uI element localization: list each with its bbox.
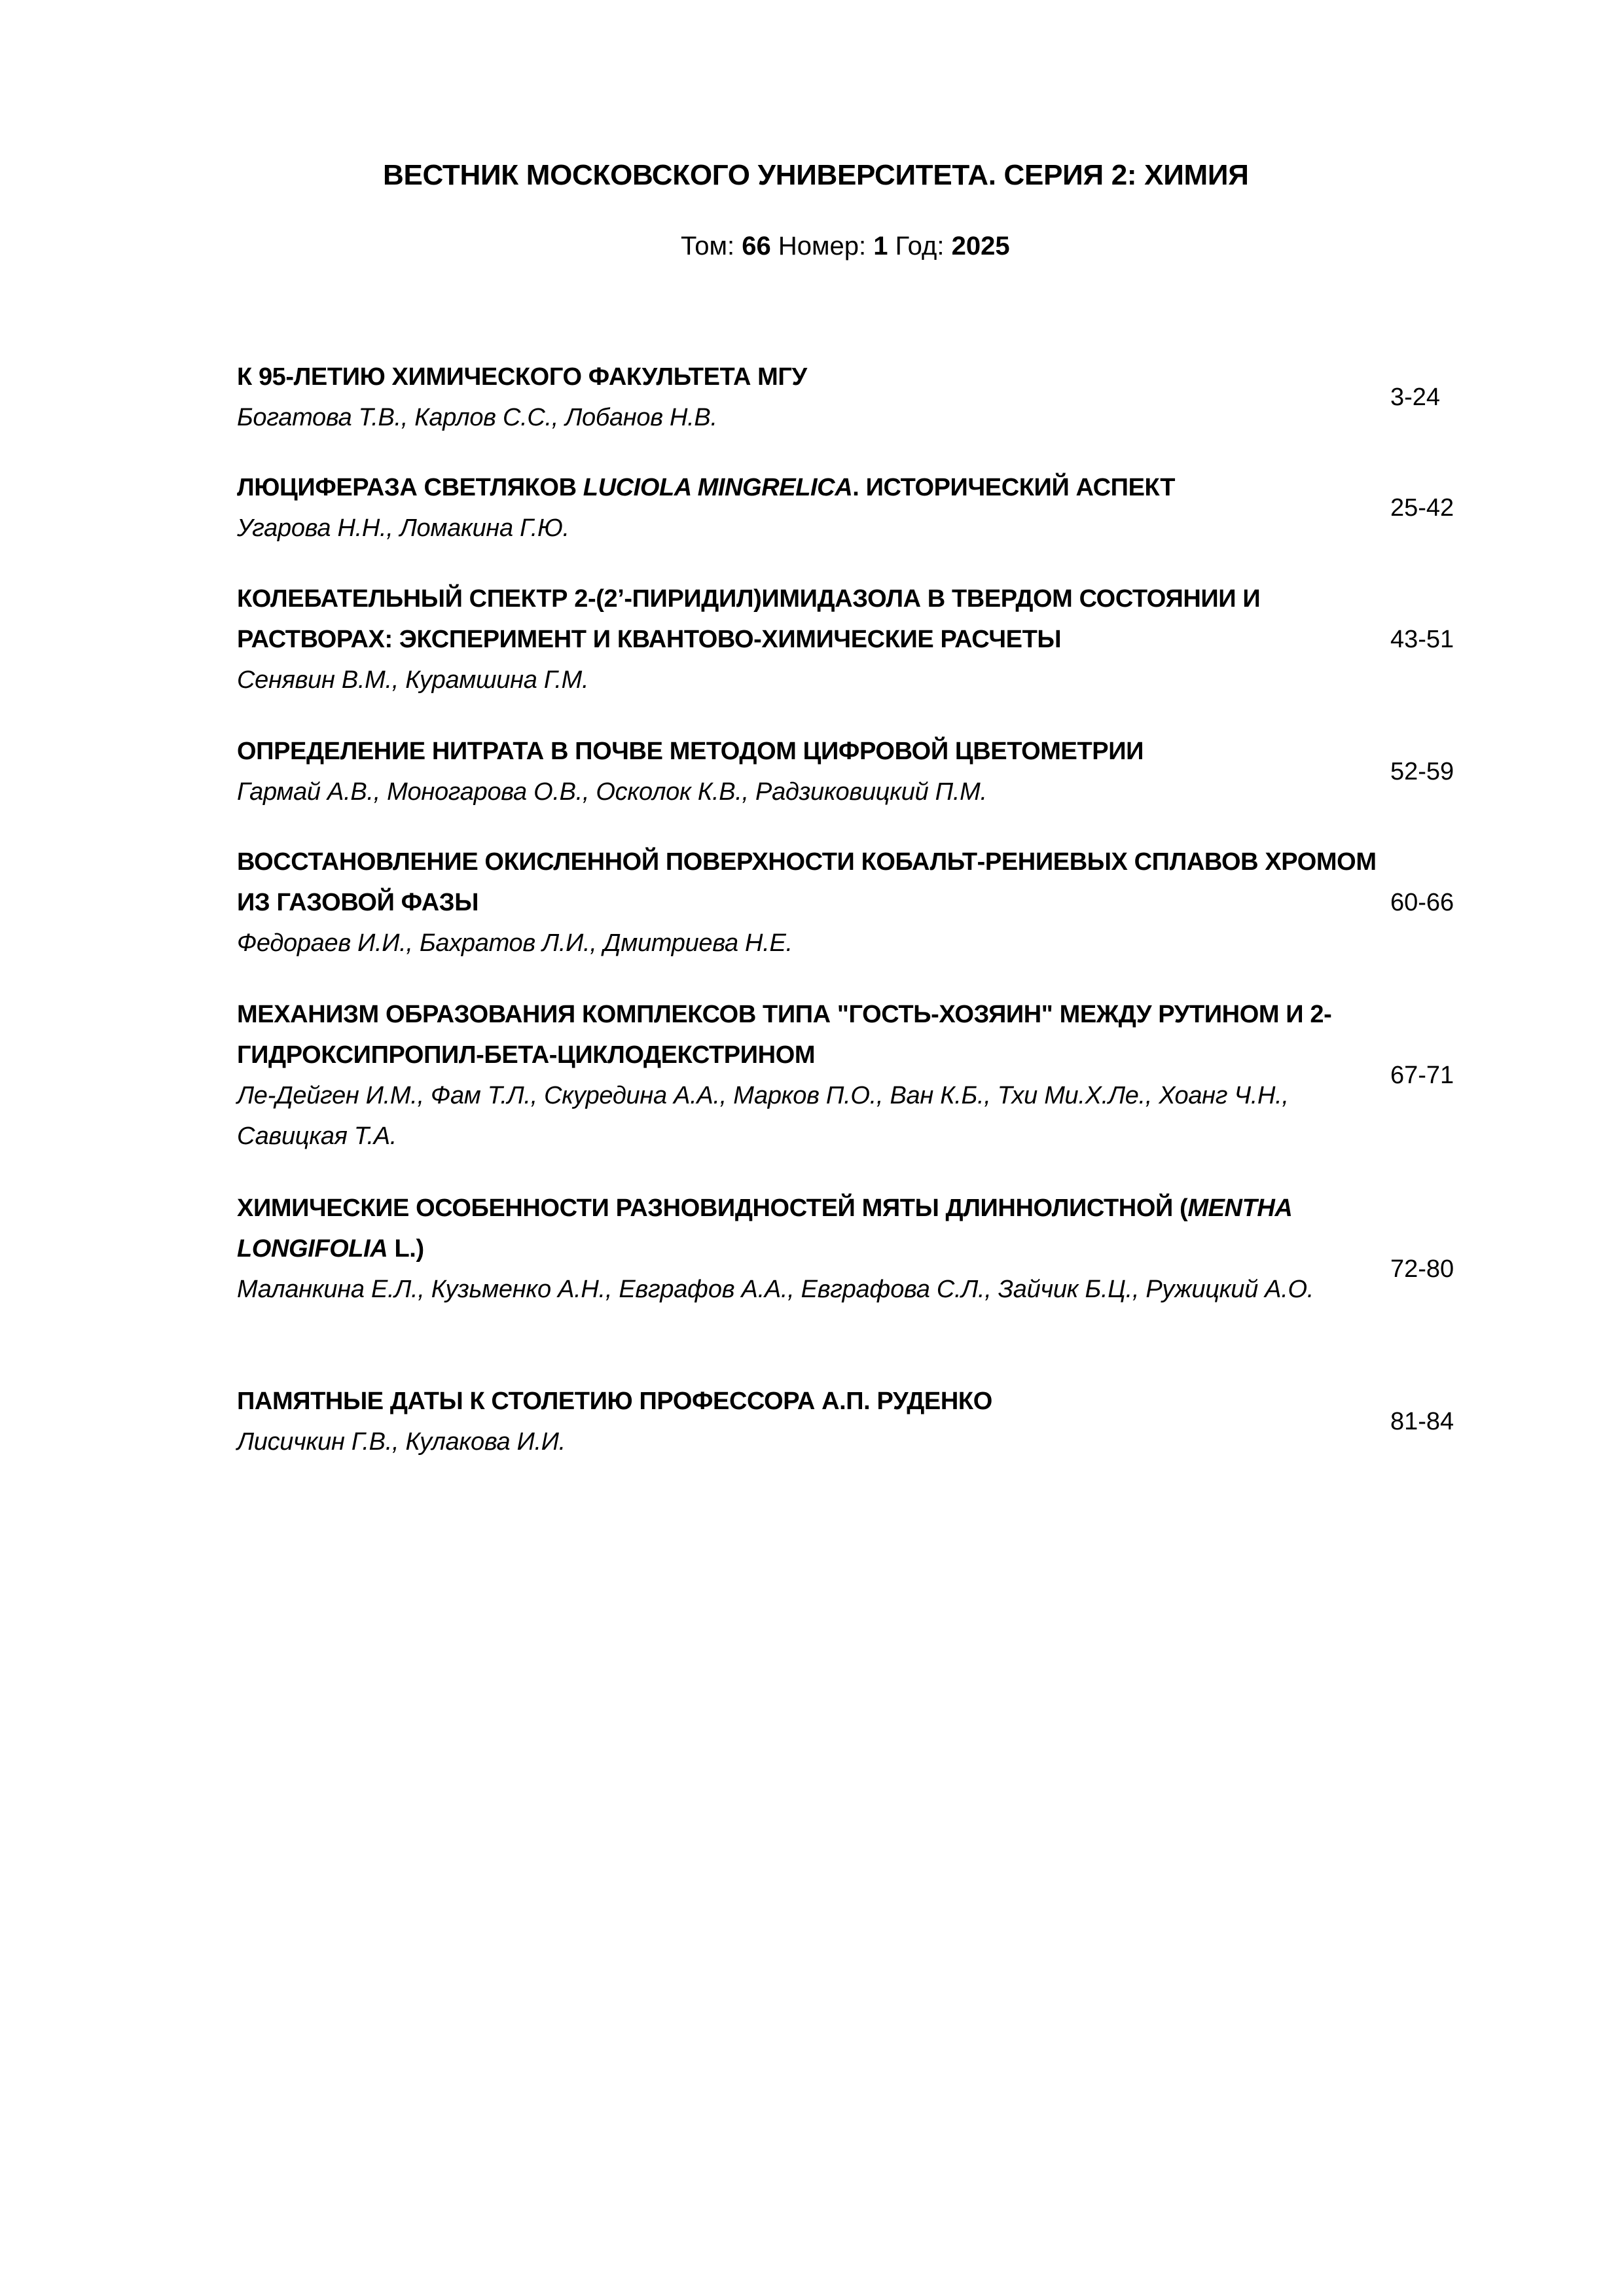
article-pages: 25-42	[1390, 494, 1454, 522]
article-pages: 3-24	[1390, 384, 1441, 411]
article-pages: 43-51	[1390, 626, 1454, 653]
entry-text	[237, 731, 1382, 812]
article-title[interactable]: ЛЮЦИФЕРАЗА СВЕТЛЯКОВ LUCIOLA MINGRELICA. ИСТОРИЧЕСКИЙ АСПЕКТ	[237, 474, 1176, 501]
article-pages: 52-59	[1390, 758, 1454, 785]
article-pages: 72-80	[1390, 1255, 1454, 1283]
species-name: MENTHA LONGIFOLIA	[237, 1194, 1292, 1263]
article-authors: Угарова Н.Н., Ломакина Г.Ю.	[237, 514, 569, 542]
article-pages: 81-84	[1390, 1408, 1454, 1435]
article-title[interactable]: ПАМЯТНЫЕ ДАТЫ К СТОЛЕТИЮ ПРОФЕССОРА А.П. РУДЕНКО	[237, 1388, 992, 1415]
entry-text	[237, 842, 1382, 963]
year-label: Год:	[895, 232, 945, 260]
entry-text	[237, 357, 1382, 438]
issue-info	[681, 228, 1010, 264]
article-pages: 67-71	[1390, 1062, 1454, 1089]
entry-text	[237, 1381, 1382, 1462]
number-label: Номер:	[778, 232, 867, 260]
article-authors: Ле-Дейген И.М., Фам Т.Л., Скуредина А.А., Марков П.О., Ван К.Б., Тхи Ми.Х.Ле., Хоанг Ч.Н., Савицкая Т.А.	[237, 1082, 1289, 1150]
article-authors: Гармай А.В., Моногарова О.В., Осколок К.В., Радзиковицкий П.М.	[237, 778, 987, 806]
entry-text	[237, 994, 1382, 1157]
article-title[interactable]: ХИМИЧЕСКИЕ ОСОБЕННОСТИ РАЗНОВИДНОСТЕЙ МЯТЫ ДЛИННОЛИСТНОЙ (MENTHA LONGIFOLIA L.)	[237, 1194, 1292, 1263]
entry-text	[237, 579, 1382, 700]
article-title[interactable]: К 95-ЛЕТИЮ ХИМИЧЕСКОГО ФАКУЛЬТЕТА МГУ	[237, 363, 807, 391]
article-title[interactable]: МЕХАНИЗМ ОБРАЗОВАНИЯ КОМПЛЕКСОВ ТИПА "ГОСТЬ-ХОЗЯИН" МЕЖДУ РУТИНОМ И 2-ГИДРОКСИПРОПИЛ-БЕТА-ЦИКЛОДЕКСТРИНОМ	[237, 1001, 1332, 1069]
entry-text	[237, 467, 1382, 548]
number-value: 1	[873, 232, 888, 260]
article-authors: Маланкина Е.Л., Кузьменко А.Н., Евграфов А.А., Евграфова С.Л., Зайчик Б.Ц., Ружицкий А.О.	[237, 1276, 1314, 1303]
article-authors: Лисичкин Г.В., Кулакова И.И.	[237, 1428, 566, 1456]
species-name: LUCIOLA MINGRELICA	[583, 474, 853, 501]
article-title[interactable]: КОЛЕБАТЕЛЬНЫЙ СПЕКТР 2-(2’-ПИРИДИЛ)ИМИДАЗОЛА В ТВЕРДОМ СОСТОЯНИИ И РАСТВОРАХ: ЭКСПЕРИМЕНТ И КВАНТОВО-ХИМИЧЕСКИЕ РАСЧЕТЫ	[237, 585, 1261, 653]
article-pages: 60-66	[1390, 889, 1454, 916]
article-authors: Богатова Т.В., Карлов С.С., Лобанов Н.В.	[237, 404, 717, 431]
article-title[interactable]: ВОССТАНОВЛЕНИЕ ОКИСЛЕННОЙ ПОВЕРХНОСТИ КОБАЛЬТ-РЕНИЕВЫХ СПЛАВОВ ХРОМОМ ИЗ ГАЗОВОЙ ФАЗЫ	[237, 848, 1377, 916]
volume-label: Том:	[681, 232, 735, 260]
article-authors: Федораев И.И., Бахратов Л.И., Дмитриева Н.Е.	[237, 929, 793, 957]
article-title[interactable]: ОПРЕДЕЛЕНИЕ НИТРАТА В ПОЧВЕ МЕТОДОМ ЦИФРОВОЙ ЦВЕТОМЕТРИИ	[237, 738, 1144, 765]
volume-value: 66	[742, 232, 771, 260]
entry-text	[237, 1188, 1382, 1310]
journal-title: ВЕСТНИК МОСКОВСКОГО УНИВЕРСИТЕТА. СЕРИЯ 2: ХИМИЯ	[383, 159, 1249, 191]
year-value: 2025	[951, 232, 1010, 260]
article-authors: Сенявин В.М., Курамшина Г.М.	[237, 666, 589, 694]
